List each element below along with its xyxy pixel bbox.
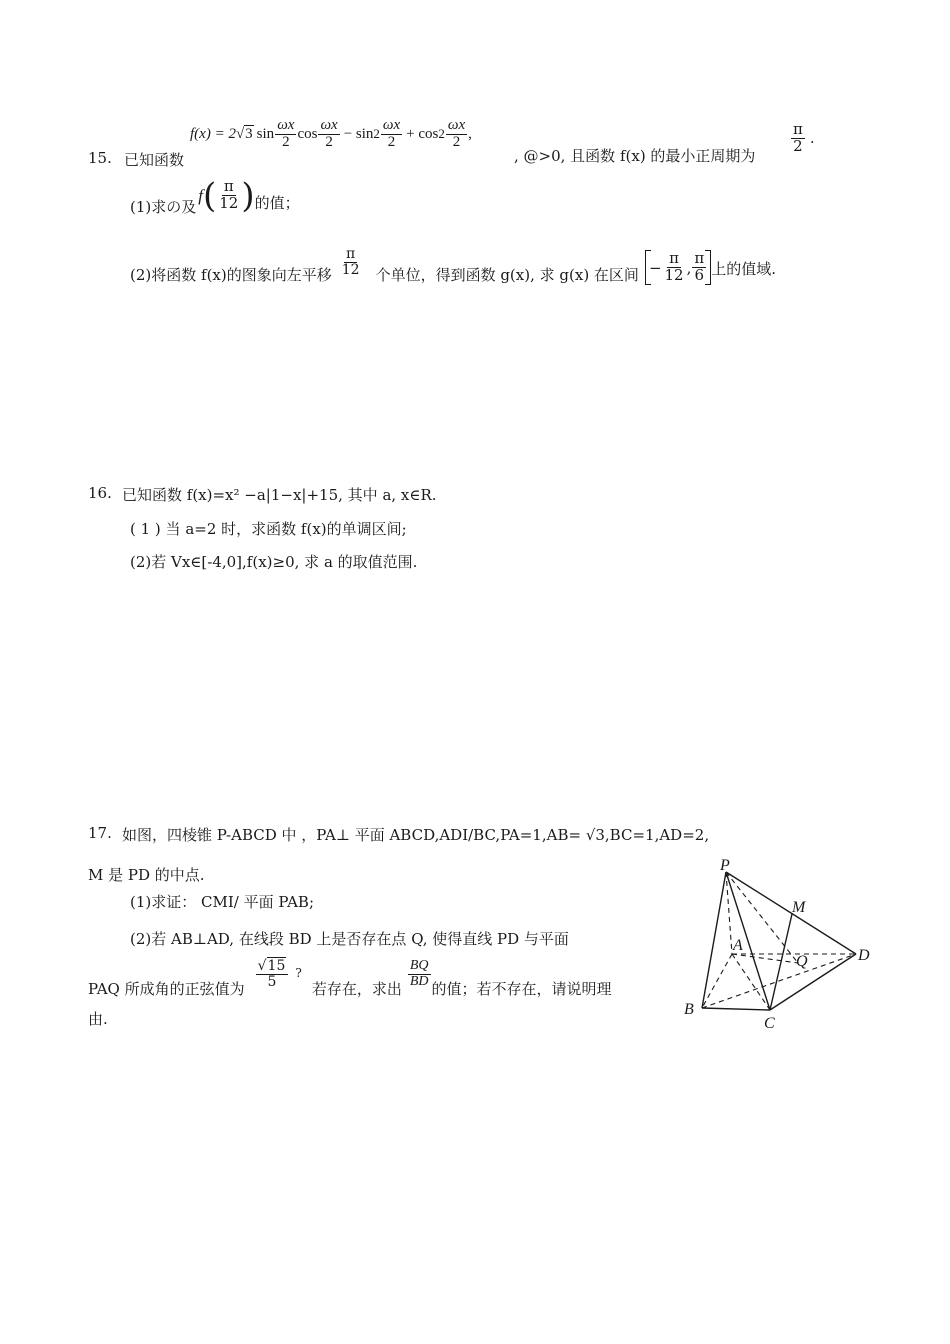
formula-frac-3: $\frac{\omega x}{2}$ <box>382 117 401 150</box>
formula-frac-2: $\frac{\omega x}{2}$ <box>320 117 338 150</box>
ratio: $\frac{BQ}{BD}$ <box>409 958 429 989</box>
q16-number: 16. <box>88 484 112 502</box>
sine-value: $\frac{√15}{5}$ ? <box>257 958 302 990</box>
formula-sup-1: 2 <box>373 126 380 142</box>
part2-mid: 个单位，得到函数 g(x), 求 g(x) 在区间 <box>375 266 639 284</box>
part3-mid: 若存在，求出 <box>311 980 402 998</box>
formula-comma: , <box>468 125 472 142</box>
q15-formula <box>190 118 472 151</box>
label-Q: Q <box>796 953 808 970</box>
edge-BD <box>702 954 856 1008</box>
formula-sin: sin <box>256 125 275 142</box>
q17-line2: M 是 PD 的中点. <box>88 866 205 884</box>
q15-part1 <box>130 174 300 217</box>
edge-CD <box>770 954 856 1010</box>
formula-sqrt: √3 <box>235 125 253 142</box>
q17-part3 <box>88 950 612 999</box>
q17-part2: (2)若 AB⊥AD, 在线段 BD 上是否存在点 Q, 使得直线 PD 与平面 <box>130 930 569 948</box>
label-D: D <box>858 947 870 964</box>
formula-lhs: f(x) = 2 <box>190 125 236 142</box>
q16-stem: 已知函数 f(x)=x² −a|1−x|+15, 其中 a, x∈R. <box>122 486 437 504</box>
formula-sup-2: 2 <box>438 126 445 142</box>
q17-stem: 如图，四棱锥 P-ABCD 中 ，PA⊥ 平面 ABCD,ADI/BC,PA=1,AB= √3,BC=1,AD=2, <box>122 826 710 844</box>
q17-number: 17. <box>88 824 112 842</box>
pyramid-figure <box>680 858 890 1038</box>
interval: − $\frac{\pi}{12}$ , $\frac{\pi}{6}$ <box>645 250 711 285</box>
q17-part3-tail: 由. <box>88 1010 108 1028</box>
period-den: 2 <box>793 136 803 155</box>
label-M: M <box>792 899 806 916</box>
edge-AC <box>732 954 770 1010</box>
part3-lead: PAQ 所成角的正弦值为 <box>88 980 245 998</box>
q15-lead: 已知函数 <box>124 151 185 169</box>
part2-end: 上的值域. <box>711 260 777 278</box>
label-C: C <box>764 1015 775 1032</box>
edge-PD <box>726 872 856 954</box>
edge-BC <box>702 1008 770 1010</box>
part1-f: f <box>198 185 203 205</box>
edge-PB <box>702 872 726 1008</box>
q16-part2: (2)若 Vx∈[-4,0],f(x)≥0, 求 a 的取值范围. <box>130 553 418 571</box>
q17-part1: (1)求证： CMI/ 平面 PAB; <box>130 893 314 911</box>
label-B: B <box>684 1001 694 1018</box>
formula-cos: cos <box>297 125 318 142</box>
formula-minus-sin2: − sin <box>343 125 374 142</box>
part1-end: 的值； <box>254 194 300 212</box>
part3-end: 的值；若不存在，请说明理 <box>431 980 612 998</box>
period-num: π <box>793 120 803 138</box>
formula-frac-4: $\frac{\omega x}{2}$ <box>447 117 466 150</box>
part1-paren: ( $\frac{\pi}{12}$ ) <box>202 175 255 216</box>
q15-number: 15. <box>88 149 112 167</box>
part2-lead: (2)将函数 f(x)的图象向左平移 <box>130 266 332 284</box>
q15-part2 <box>130 240 776 285</box>
edge-PA <box>726 872 732 954</box>
formula-plus-cos2: + cos <box>406 125 439 142</box>
period-end: . <box>809 129 815 148</box>
formula-frac-1: $\frac{\omega x}{2}$ <box>277 117 295 150</box>
edge-AQ <box>732 954 798 963</box>
label-A: A <box>733 937 743 954</box>
q15-period <box>790 122 815 155</box>
part2-shift: $\frac{\pi}{12}$ <box>341 246 360 278</box>
q15-condition: , @>0, 且函数 f(x) 的最小正周期为 <box>514 147 756 165</box>
label-P: P <box>720 858 730 874</box>
q16-part1: ( 1 ) 当 a=2 时，求函数 f(x)的单调区间; <box>130 520 407 538</box>
part1-lead: (1)求の及 <box>130 198 197 216</box>
